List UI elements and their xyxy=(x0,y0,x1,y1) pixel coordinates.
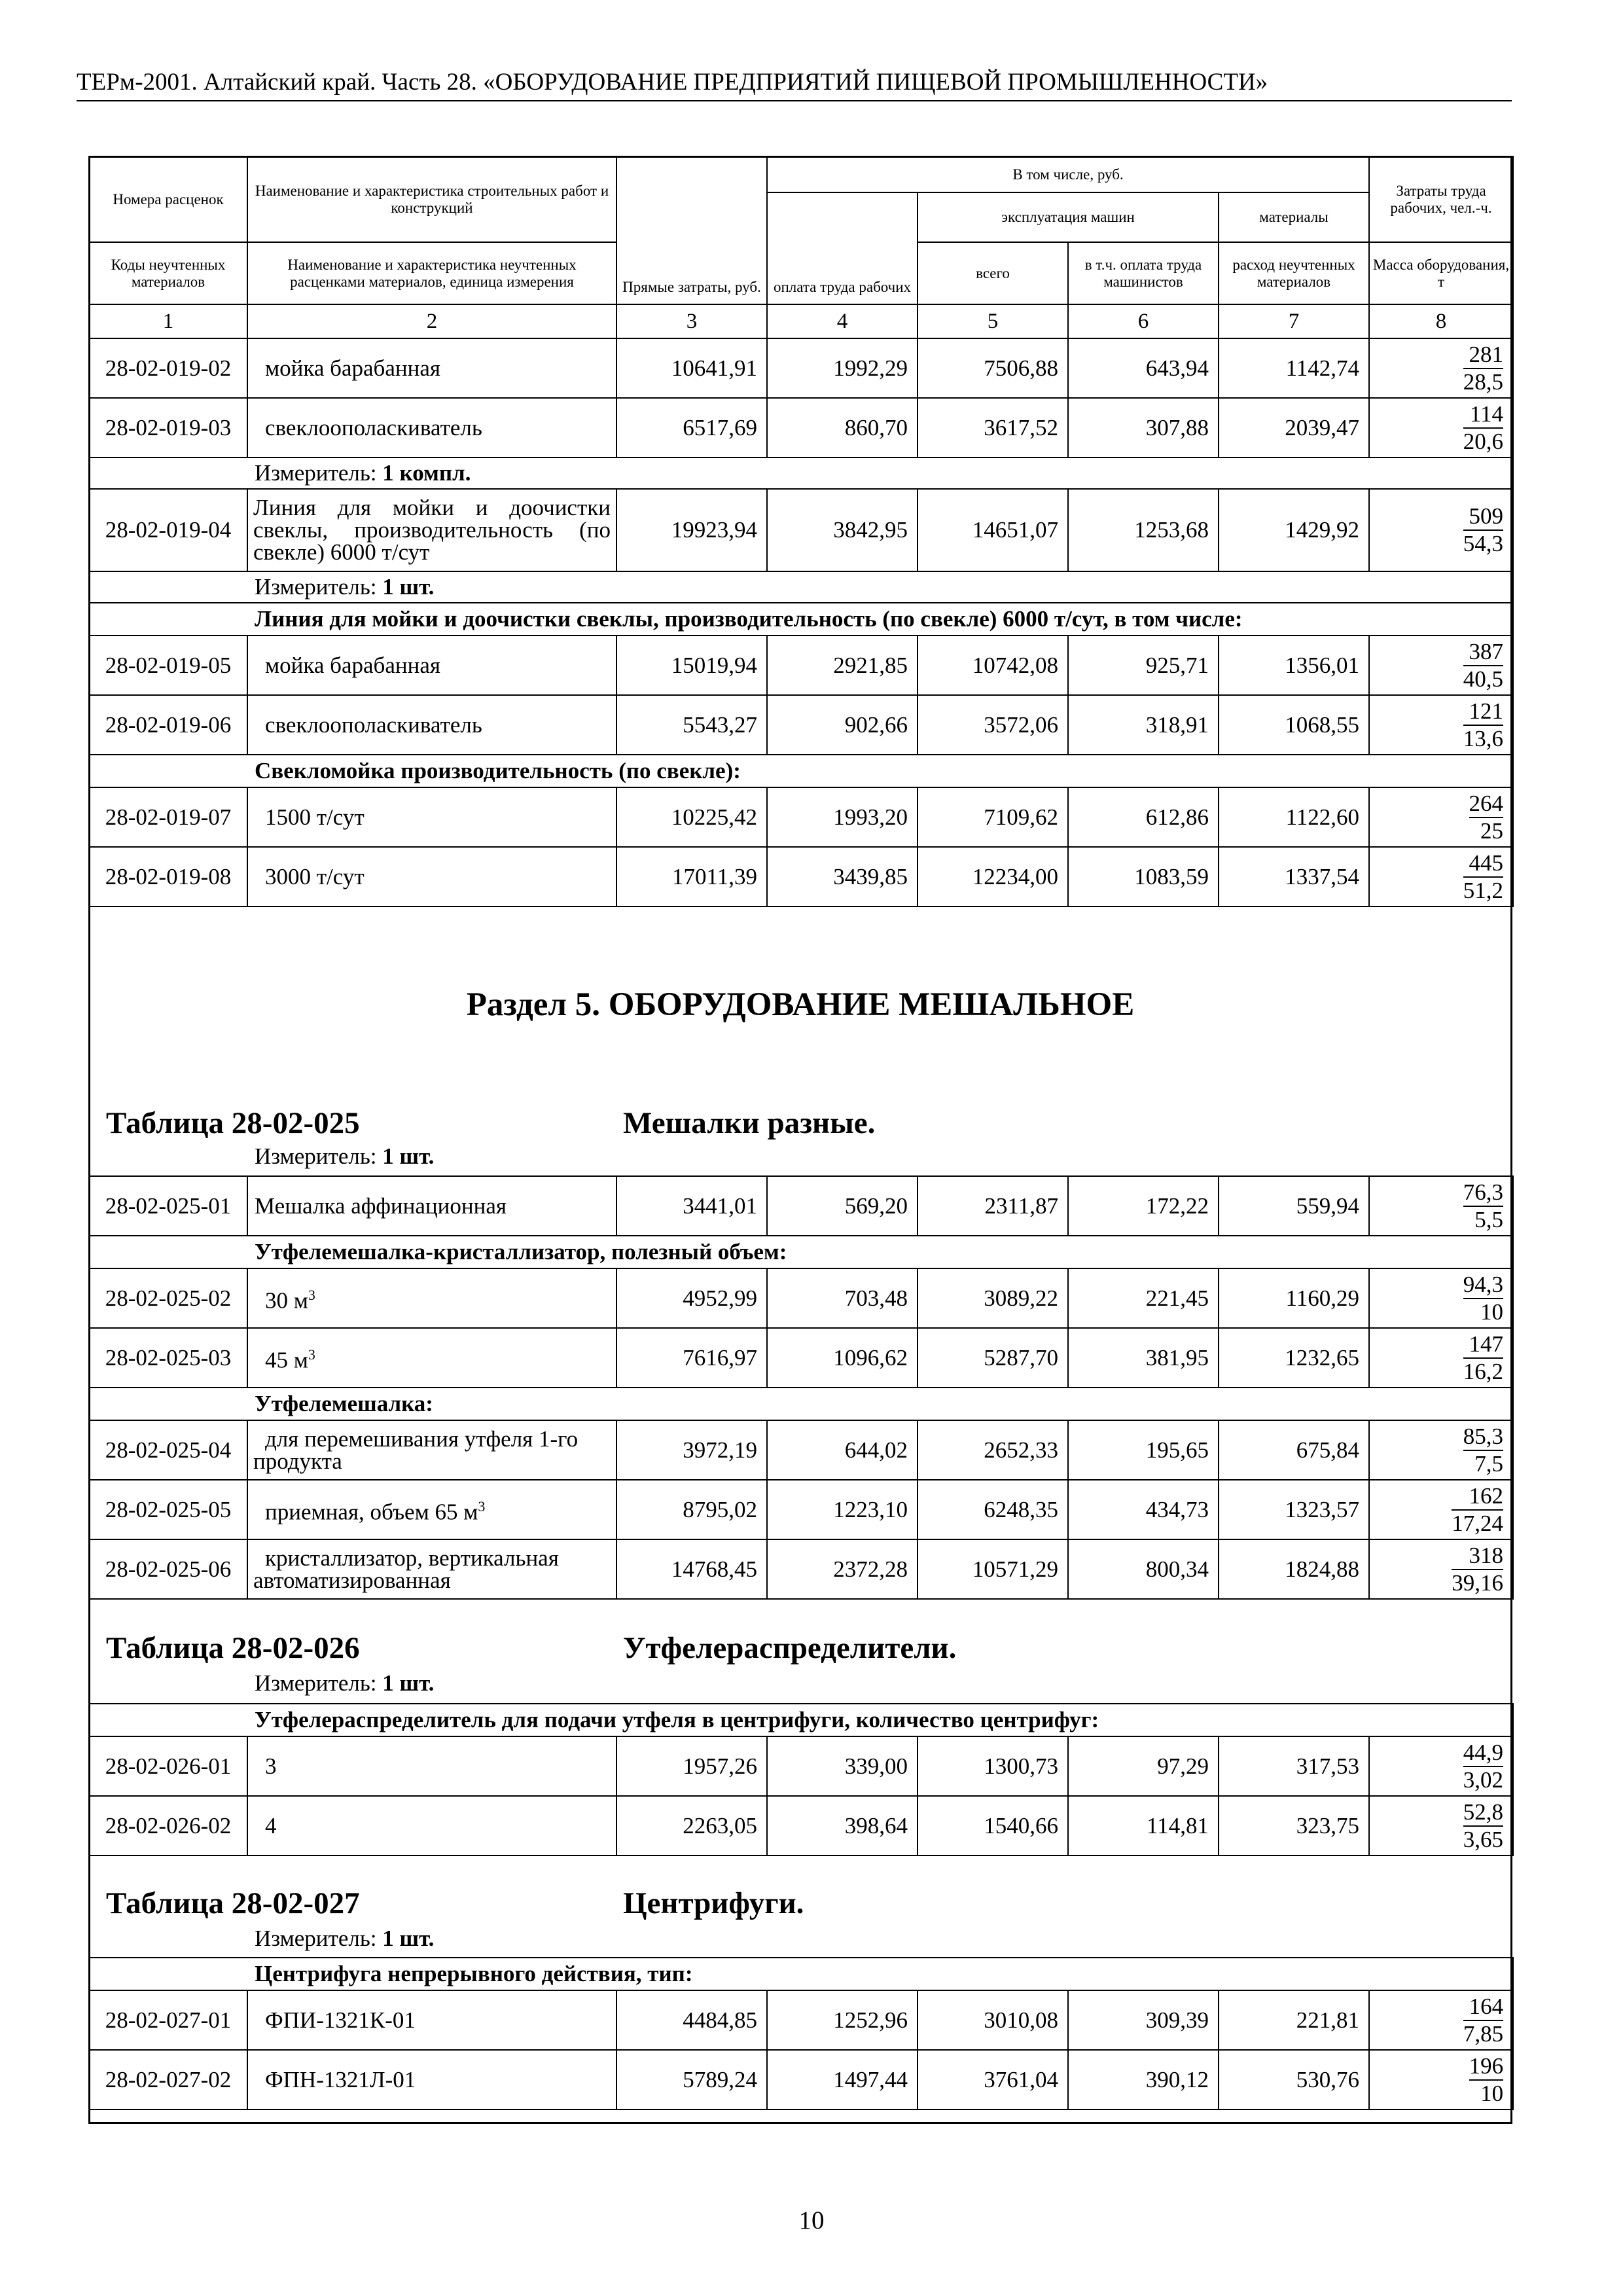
measure-unit: Измеритель: 1 шт. xyxy=(89,571,1513,603)
worker-pay: 703,48 xyxy=(767,1268,918,1328)
rate-name: кристаллизатор, вертикальная автоматизированная xyxy=(247,1539,616,1599)
rate-code: 28-02-025-03 xyxy=(89,1328,247,1388)
equipment-mass: 17,24 xyxy=(1452,1510,1503,1536)
labor-mass xyxy=(1369,398,1513,457)
rate-name: Линия для мойки и доочистки свеклы, производительность (по свекле) 6000 т/сут xyxy=(247,489,616,571)
worker-pay: 2921,85 xyxy=(767,636,918,695)
head-equipment-mass: Масса оборудования, т xyxy=(1369,242,1513,304)
equipment-mass: 28,5 xyxy=(1463,368,1504,395)
section-title: Раздел 5. ОБОРУДОВАНИЕ МЕШАЛЬНОЕ xyxy=(466,986,1135,1023)
table-row xyxy=(89,1539,1513,1599)
materials-cost: 2039,47 xyxy=(1219,398,1369,457)
col-number: 5 xyxy=(918,304,1068,338)
worker-pay: 860,70 xyxy=(767,398,918,457)
rate-name: свеклоополаскиватель xyxy=(247,695,616,755)
table-row xyxy=(89,338,1513,398)
materials-cost: 1429,92 xyxy=(1219,489,1369,571)
head-unaccounted-materials: расход неучтенных материалов xyxy=(1219,242,1369,304)
equipment-mass: 54,3 xyxy=(1463,531,1504,556)
direct-cost: 14768,45 xyxy=(616,1539,767,1599)
labor-mass xyxy=(1369,1736,1513,1796)
labor-hours: 509 xyxy=(1463,503,1503,531)
table-row xyxy=(89,695,1513,755)
equipment-mass: 10 xyxy=(1480,1299,1503,1325)
subheading-row xyxy=(89,1704,1513,1736)
materials-cost: 1356,01 xyxy=(1219,636,1369,695)
direct-cost: 8795,02 xyxy=(616,1480,767,1539)
table-label: Таблица 28-02-026 xyxy=(106,1631,360,1665)
direct-cost: 17011,39 xyxy=(616,847,767,906)
operator-pay: 172,22 xyxy=(1068,1176,1219,1236)
labor-hours: 76,3 xyxy=(1463,1179,1503,1207)
operator-pay: 114,81 xyxy=(1068,1796,1219,1856)
machines-total: 1540,66 xyxy=(918,1796,1068,1856)
equipment-mass: 3,65 xyxy=(1463,1826,1504,1852)
col-number: 7 xyxy=(1219,304,1369,338)
machines-total: 7109,62 xyxy=(918,787,1068,847)
table-row xyxy=(89,1328,1513,1388)
direct-cost: 4952,99 xyxy=(616,1268,767,1328)
labor-mass xyxy=(1369,1328,1513,1388)
head-labor-costs: Затраты труда рабочих, чел.-ч. xyxy=(1369,156,1513,242)
head-machine-operation: эксплуатация машин xyxy=(918,192,1219,242)
equipment-mass: 25 xyxy=(1480,817,1504,844)
worker-pay: 644,02 xyxy=(767,1420,918,1480)
measure-unit: Измеритель: 1 шт. xyxy=(255,1143,435,1169)
materials-cost: 221,81 xyxy=(1219,1990,1369,2050)
col-number: 3 xyxy=(616,304,767,338)
machines-total: 12234,00 xyxy=(918,847,1068,906)
direct-cost: 7616,97 xyxy=(616,1328,767,1388)
materials-cost: 1160,29 xyxy=(1219,1268,1369,1328)
rate-name: приемная, объем 65 $м^3$ xyxy=(247,1480,616,1539)
head-operator-pay: в т.ч. оплата труда машинистов xyxy=(1068,242,1219,304)
labor-hours: 44,9 xyxy=(1463,1740,1503,1767)
operator-pay: 221,45 xyxy=(1068,1268,1219,1328)
head-material-codes: Коды неучтенных материалов xyxy=(89,242,247,304)
table-row xyxy=(89,1736,1513,1796)
direct-cost: 10225,42 xyxy=(616,787,767,847)
equipment-mass: 20,6 xyxy=(1463,428,1504,454)
rate-code: 28-02-019-02 xyxy=(89,338,247,398)
labor-hours: 387 xyxy=(1463,639,1503,666)
measure-row xyxy=(89,571,1513,603)
direct-cost: 3972,19 xyxy=(616,1420,767,1480)
subheading-row xyxy=(89,603,1513,636)
equipment-mass: 39,16 xyxy=(1452,1570,1503,1596)
subheading: Свекломойка производительность (по свекле): xyxy=(89,755,1513,787)
table-row xyxy=(89,2050,1513,2109)
operator-pay: 318,91 xyxy=(1068,695,1219,755)
materials-cost: 675,84 xyxy=(1219,1420,1369,1480)
measure-unit: Измеритель: 1 шт. xyxy=(255,1670,435,1696)
labor-mass xyxy=(1369,489,1513,571)
table-title: Центрифуги. xyxy=(623,1886,804,1920)
table-title: Утфелераспределители. xyxy=(623,1631,957,1665)
direct-cost: 10641,91 xyxy=(616,338,767,398)
equipment-mass: 7,5 xyxy=(1474,1450,1503,1477)
worker-pay: 2372,28 xyxy=(767,1539,918,1599)
materials-cost: 1068,55 xyxy=(1219,695,1369,755)
worker-pay: 1096,62 xyxy=(767,1328,918,1388)
operator-pay: 381,95 xyxy=(1068,1328,1219,1388)
labor-mass xyxy=(1369,1176,1513,1236)
materials-cost: 1337,54 xyxy=(1219,847,1369,906)
equipment-mass: 7,85 xyxy=(1463,2020,1504,2047)
labor-mass xyxy=(1369,1268,1513,1328)
labor-hours: 147 xyxy=(1463,1331,1503,1359)
measure-unit: Измеритель: 1 шт. xyxy=(255,1926,435,1951)
materials-cost: 323,75 xyxy=(1219,1796,1369,1856)
page-number: 10 xyxy=(798,2206,825,2234)
head-direct-costs: Прямые затраты, руб. xyxy=(616,156,767,304)
subheading: Линия для мойки и доочистки свеклы, производительность (по свекле) 6000 т/сут, в том числе: xyxy=(89,603,1513,636)
operator-pay: 800,34 xyxy=(1068,1539,1219,1599)
table-row xyxy=(89,787,1513,847)
labor-hours: 94,3 xyxy=(1463,1272,1503,1299)
worker-pay: 1252,96 xyxy=(767,1990,918,2050)
rate-name: ФПН-1321Л-01 xyxy=(247,2050,616,2109)
operator-pay: 97,29 xyxy=(1068,1736,1219,1796)
equipment-mass: 40,5 xyxy=(1463,666,1504,692)
labor-hours: 196 xyxy=(1469,2053,1504,2081)
rate-name: 45 $м^3$ xyxy=(247,1328,616,1388)
document-header: ТЕРм-2001. Алтайский край. Часть 28. «ОБОРУДОВАНИЕ ПРЕДПРИЯТИЙ ПИЩЕВОЙ ПРОМЫШЛЕННОСТИ» xyxy=(77,68,1512,101)
subheading: Утфелемешалка: xyxy=(89,1388,1513,1420)
operator-pay: 309,39 xyxy=(1068,1990,1219,2050)
table-row xyxy=(89,1480,1513,1539)
worker-pay: 1992,29 xyxy=(767,338,918,398)
rate-code: 28-02-019-08 xyxy=(89,847,247,906)
col-number: 8 xyxy=(1369,304,1513,338)
rate-code: 28-02-025-05 xyxy=(89,1480,247,1539)
direct-cost: 3441,01 xyxy=(616,1176,767,1236)
rate-code: 28-02-027-02 xyxy=(89,2050,247,2109)
head-materials: материалы xyxy=(1219,192,1369,242)
rate-code: 28-02-025-01 xyxy=(89,1176,247,1236)
materials-cost: 530,76 xyxy=(1219,2050,1369,2109)
col-number: 6 xyxy=(1068,304,1219,338)
labor-mass xyxy=(1369,636,1513,695)
rate-name: 3 xyxy=(247,1736,616,1796)
labor-hours: 121 xyxy=(1463,698,1503,726)
labor-mass xyxy=(1369,1990,1513,2050)
rate-code: 28-02-025-04 xyxy=(89,1420,247,1480)
col-number: 1 xyxy=(89,304,247,338)
machines-total: 5287,70 xyxy=(918,1328,1068,1388)
table-row xyxy=(89,489,1513,571)
worker-pay: 1993,20 xyxy=(767,787,918,847)
materials-cost: 559,94 xyxy=(1219,1176,1369,1236)
equipment-mass: 5,5 xyxy=(1474,1206,1503,1232)
worker-pay: 339,00 xyxy=(767,1736,918,1796)
operator-pay: 434,73 xyxy=(1068,1480,1219,1539)
head-worker-pay: оплата труда рабочих xyxy=(767,192,918,304)
labor-mass xyxy=(1369,1480,1513,1539)
table-label: Таблица 28-02-027 xyxy=(106,1886,360,1920)
direct-cost: 5543,27 xyxy=(616,695,767,755)
subheading: Центрифуга непрерывного действия, тип: xyxy=(89,1958,1513,1990)
machines-total: 1300,73 xyxy=(918,1736,1068,1796)
rate-code: 28-02-019-06 xyxy=(89,695,247,755)
equipment-mass: 51,2 xyxy=(1463,877,1504,903)
worker-pay: 398,64 xyxy=(767,1796,918,1856)
measure-row xyxy=(89,457,1513,489)
labor-mass xyxy=(1369,1796,1513,1856)
machines-total: 2652,33 xyxy=(918,1420,1068,1480)
worker-pay: 3439,85 xyxy=(767,847,918,906)
machines-total: 14651,07 xyxy=(918,489,1068,571)
head-including: В том числе, руб. xyxy=(767,156,1369,192)
labor-hours: 281 xyxy=(1463,342,1503,369)
table-row xyxy=(89,847,1513,906)
subheading-row xyxy=(89,755,1513,787)
labor-hours: 85,3 xyxy=(1463,1424,1503,1451)
worker-pay: 1497,44 xyxy=(767,2050,918,2109)
labor-hours: 162 xyxy=(1452,1483,1503,1511)
subheading-row xyxy=(89,1236,1513,1268)
subheading-row xyxy=(89,1958,1513,1990)
rate-name: Мешалка аффинационная xyxy=(247,1176,616,1236)
direct-cost: 5789,24 xyxy=(616,2050,767,2109)
operator-pay: 1253,68 xyxy=(1068,489,1219,571)
equipment-mass: 16,2 xyxy=(1463,1358,1503,1384)
machines-total: 7506,88 xyxy=(918,338,1068,398)
rate-code: 28-02-025-02 xyxy=(89,1268,247,1328)
rates-table-026 xyxy=(88,1703,1514,1856)
rate-name: 3000 т/сут xyxy=(247,847,616,906)
equipment-mass: 3,02 xyxy=(1463,1767,1504,1793)
table-row xyxy=(89,1176,1513,1236)
labor-mass xyxy=(1369,1539,1513,1599)
rates-table-main xyxy=(88,156,1514,907)
rate-name: мойка барабанная xyxy=(247,338,616,398)
table-row xyxy=(89,398,1513,457)
table-row xyxy=(89,1268,1513,1328)
equipment-mass: 10 xyxy=(1480,2080,1504,2106)
rate-name: свеклоополаскиватель xyxy=(247,398,616,457)
rate-name: 1500 т/сут xyxy=(247,787,616,847)
rate-code: 28-02-019-04 xyxy=(89,489,247,571)
operator-pay: 1083,59 xyxy=(1068,847,1219,906)
operator-pay: 925,71 xyxy=(1068,636,1219,695)
direct-cost: 19923,94 xyxy=(616,489,767,571)
direct-cost: 15019,94 xyxy=(616,636,767,695)
rate-code: 28-02-019-05 xyxy=(89,636,247,695)
head-rate-number: Номера расценок xyxy=(89,156,247,242)
rates-table-027 xyxy=(88,1957,1514,2110)
labor-mass xyxy=(1369,1420,1513,1480)
rate-name: мойка барабанная xyxy=(247,636,616,695)
head-machines-total: всего xyxy=(918,242,1068,304)
rate-code: 28-02-026-01 xyxy=(89,1736,247,1796)
head-work-name: Наименование и характеристика строительных работ и конструкций xyxy=(247,156,616,242)
direct-cost: 4484,85 xyxy=(616,1990,767,2050)
operator-pay: 195,65 xyxy=(1068,1420,1219,1480)
rate-name: ФПИ-1321К-01 xyxy=(247,1990,616,2050)
table-row xyxy=(89,1990,1513,2050)
labor-hours: 114 xyxy=(1463,401,1503,429)
operator-pay: 390,12 xyxy=(1068,2050,1219,2109)
operator-pay: 612,86 xyxy=(1068,787,1219,847)
materials-cost: 1824,88 xyxy=(1219,1539,1369,1599)
rate-name: для перемешивания утфеля 1-го продукта xyxy=(247,1420,616,1480)
worker-pay: 569,20 xyxy=(767,1176,918,1236)
machines-total: 10742,08 xyxy=(918,636,1068,695)
subheading-row xyxy=(89,1388,1513,1420)
col-number: 4 xyxy=(767,304,918,338)
table-row xyxy=(89,636,1513,695)
measure-unit: Измеритель: 1 компл. xyxy=(89,457,1513,489)
labor-mass xyxy=(1369,695,1513,755)
rate-code: 28-02-027-01 xyxy=(89,1990,247,2050)
worker-pay: 902,66 xyxy=(767,695,918,755)
materials-cost: 1232,65 xyxy=(1219,1328,1369,1388)
rate-code: 28-02-025-06 xyxy=(89,1539,247,1599)
machines-total: 10571,29 xyxy=(918,1539,1068,1599)
table-row xyxy=(89,1796,1513,1856)
subheading: Утфелемешалка-кристаллизатор, полезный объем: xyxy=(89,1236,1513,1268)
rate-code: 28-02-019-07 xyxy=(89,787,247,847)
worker-pay: 3842,95 xyxy=(767,489,918,571)
labor-hours: 52,8 xyxy=(1463,1799,1503,1827)
labor-mass xyxy=(1369,847,1513,906)
operator-pay: 307,88 xyxy=(1068,398,1219,457)
worker-pay: 1223,10 xyxy=(767,1480,918,1539)
machines-total: 3010,08 xyxy=(918,1990,1068,2050)
materials-cost: 1122,60 xyxy=(1219,787,1369,847)
machines-total: 3617,52 xyxy=(918,398,1068,457)
labor-mass xyxy=(1369,787,1513,847)
subheading: Утфелераспределитель для подачи утфеля в центрифуги, количество центрифуг: xyxy=(89,1704,1513,1736)
equipment-mass: 13,6 xyxy=(1463,725,1504,751)
table-row xyxy=(89,1420,1513,1480)
rate-name: 4 xyxy=(247,1796,616,1856)
machines-total: 3089,22 xyxy=(918,1268,1068,1328)
rates-table-025 xyxy=(88,1175,1514,1600)
machines-total: 3761,04 xyxy=(918,2050,1068,2109)
materials-cost: 1142,74 xyxy=(1219,338,1369,398)
machines-total: 2311,87 xyxy=(918,1176,1068,1236)
labor-hours: 445 xyxy=(1463,850,1503,878)
direct-cost: 2263,05 xyxy=(616,1796,767,1856)
labor-hours: 264 xyxy=(1469,791,1504,818)
materials-cost: 1323,57 xyxy=(1219,1480,1369,1539)
direct-cost: 1957,26 xyxy=(616,1736,767,1796)
table-title: Мешалки разные. xyxy=(623,1106,876,1140)
rate-name: 30 $м^3$ xyxy=(247,1268,616,1328)
col-number: 2 xyxy=(247,304,616,338)
labor-mass xyxy=(1369,338,1513,398)
head-material-names: Наименование и характеристика неучтенных расценками материалов, единица измерения xyxy=(247,242,616,304)
rate-code: 28-02-019-03 xyxy=(89,398,247,457)
machines-total: 3572,06 xyxy=(918,695,1068,755)
rate-code: 28-02-026-02 xyxy=(89,1796,247,1856)
machines-total: 6248,35 xyxy=(918,1480,1068,1539)
direct-cost: 6517,69 xyxy=(616,398,767,457)
labor-hours: 318 xyxy=(1452,1543,1503,1570)
materials-cost: 317,53 xyxy=(1219,1736,1369,1796)
labor-mass xyxy=(1369,2050,1513,2109)
labor-hours: 164 xyxy=(1463,1994,1503,2021)
table-label: Таблица 28-02-025 xyxy=(106,1106,360,1140)
operator-pay: 643,94 xyxy=(1068,338,1219,398)
